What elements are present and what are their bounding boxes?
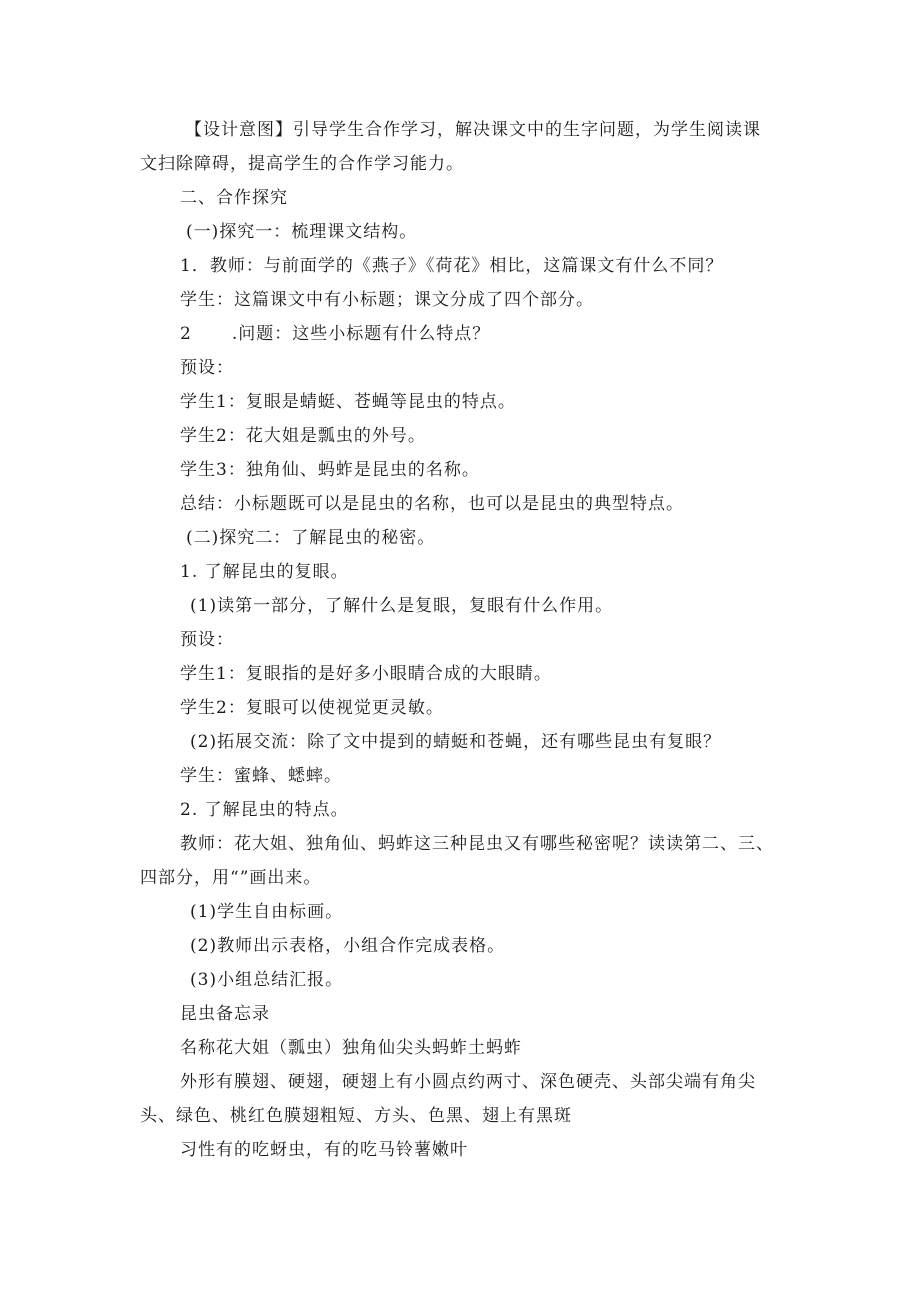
student-answer: 学生1：复眼指的是好多小眼睛合成的大眼睛。 — [180, 664, 552, 684]
sub-item-2-2: (2)教师出示表格，小组合作完成表格。 — [190, 936, 506, 956]
question-2-text: .问题：这些小标题有什么特点？ — [231, 324, 491, 344]
design-intent-paragraph-line-1: 【设计意图】引导学生合作学习，解决课文中的生字问题，为学生阅读课 — [185, 120, 761, 140]
teacher-paragraph-line-1: 教师：花大姐、独角仙、蚂蚱这三种昆虫又有哪些秘密呢？读读第二、三、 — [180, 834, 774, 854]
memo-shape-row-line-1: 外形有膜翅、硬翅，硬翅上有小圆点约两寸、深色硬壳、头部尖端有角尖 — [180, 1072, 756, 1092]
teacher-paragraph-line-2: 四部分，用“”画出来。 — [140, 868, 322, 888]
student-answer: 学生2：花大姐是瓢虫的外号。 — [180, 426, 426, 446]
design-intent-paragraph-line-2: 文扫除障碍，提高学生的合作学习能力。 — [140, 154, 464, 174]
memo-names-row: 名称花大姐（瓢虫）独角仙尖头蚂蚱土蚂蚱 — [180, 1038, 522, 1058]
question-1: 1．教师：与前面学的《燕子》《荷花》相比，这篇课文有什么不同？ — [180, 256, 724, 276]
sub-item-1-1: (1)读第一部分，了解什么是复眼，复眼有什么作用。 — [190, 596, 614, 616]
question-2-number: 2 — [180, 324, 192, 344]
sub-item-2-3: (3)小组总结汇报。 — [190, 970, 344, 990]
student-answer: 学生2：复眼可以使视觉更灵敏。 — [180, 698, 444, 718]
summary: 总结：小标题既可以是昆虫的名称，也可以是昆虫的典型特点。 — [180, 494, 684, 514]
question-2 — [180, 322, 490, 346]
memo-habit-row: 习性有的吃蚜虫，有的吃马铃薯嫩叶 — [180, 1140, 468, 1160]
explore-2-heading: (二)探究二：了解昆虫的秘密。 — [186, 528, 436, 548]
answer-1: 学生：这篇课文中有小标题；课文分成了四个部分。 — [180, 290, 594, 310]
student-answer: 学生3：独角仙、蚂蚱是昆虫的名称。 — [180, 460, 480, 480]
memo-shape-row-line-2: 头、绿色、桃红色膜翅粗短、方头、色黑、翅上有黑斑 — [140, 1106, 572, 1126]
memo-title: 昆虫备忘录 — [180, 1004, 270, 1024]
preset-label: 预设： — [180, 358, 234, 378]
section-heading: 二、合作探究 — [180, 188, 288, 208]
explore-1-heading: (一)探究一：梳理课文结构。 — [186, 222, 418, 242]
list-item-1: 1. 了解昆虫的复眼。 — [180, 562, 349, 582]
list-item-2: 2. 了解昆虫的特点。 — [180, 800, 349, 820]
preset-label: 预设： — [180, 630, 234, 650]
sub-item-2-1: (1)学生自由标画。 — [190, 902, 344, 922]
student-answer: 学生1：复眼是蜻蜓、苍蝇等昆虫的特点。 — [180, 392, 516, 412]
student-answer: 学生：蜜蜂、蟋蟀。 — [180, 766, 342, 786]
sub-item-1-2: (2)拓展交流：除了文中提到的蜻蜓和苍蝇，还有哪些昆虫有复眼？ — [190, 732, 722, 752]
